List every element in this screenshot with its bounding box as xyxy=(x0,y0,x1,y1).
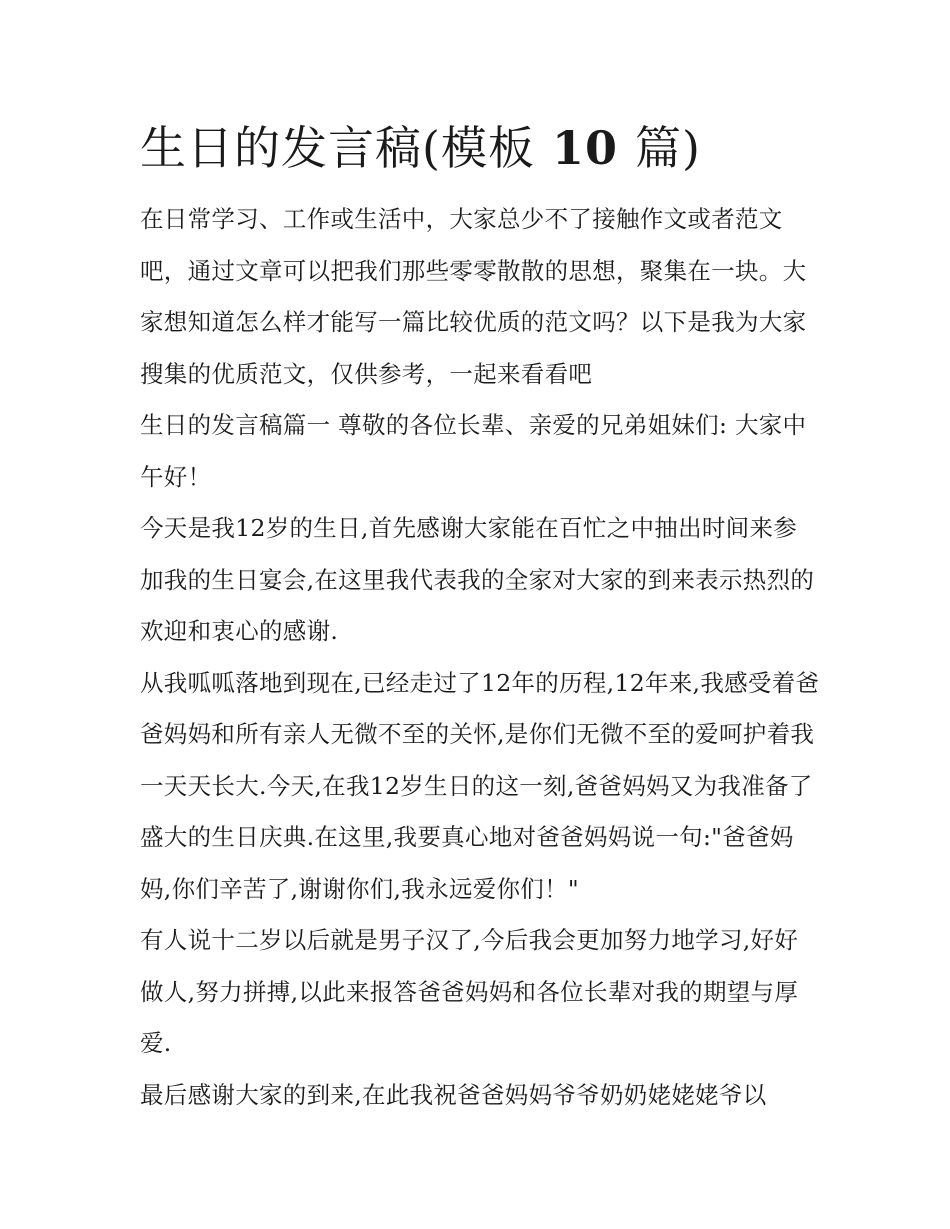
speech-paragraph-welcome: 今天是我12岁的生日,首先感谢大家能在百忙之中抽出时间来参加我的生日宴会,在这里我代表我的全家对大家的到来表示热烈的欢迎和衷心的感谢. xyxy=(140,514,815,645)
document-title: 生日的发言稿(模板 10 篇) xyxy=(140,121,701,175)
speech-paragraph-closing: 最后感谢大家的到来,在此我祝爸爸妈妈爷爷奶奶姥姥姥爷以 xyxy=(140,1080,767,1109)
speech-paragraph-gratitude: 从我呱呱落地到现在,已经走过了12年的历程,12年来,我感受着爸爸妈妈和所有亲人无微不至的关怀,是你们无微不至的爱呵护着我一天天长大.今天,在我12岁生日的这一刻,爸爸妈妈又为我准备了盛大的生日庆典.在这里,我要真心地对爸爸妈妈说一句:"爸爸妈妈,你们辛苦了,谢谢你们,我永远爱你们！" xyxy=(140,668,820,903)
speech-paragraph-promise: 有人说十二岁以后就是男子汉了,今后我会更加努力地学习,好好做人,努力拼搏,以此来报答爸爸妈妈和各位长辈对我的期望与厚爱. xyxy=(140,926,799,1057)
document-body xyxy=(140,112,820,1121)
speech-greeting-paragraph: 生日的发言稿篇一 尊敬的各位长辈、亲爱的兄弟姐妹们: 大家中午好！ xyxy=(140,411,807,491)
title-number: 10 xyxy=(534,121,635,175)
intro-paragraph: 在日常学习、工作或生活中，大家总少不了接触作文或者范文吧，通过文章可以把我们那些零零散散的思想，聚集在一块。大家想知道怎么样才能写一篇比较优质的范文吗？以下是我为大家搜集的优质范文，仅供参考，一起来看看吧 xyxy=(140,205,807,388)
